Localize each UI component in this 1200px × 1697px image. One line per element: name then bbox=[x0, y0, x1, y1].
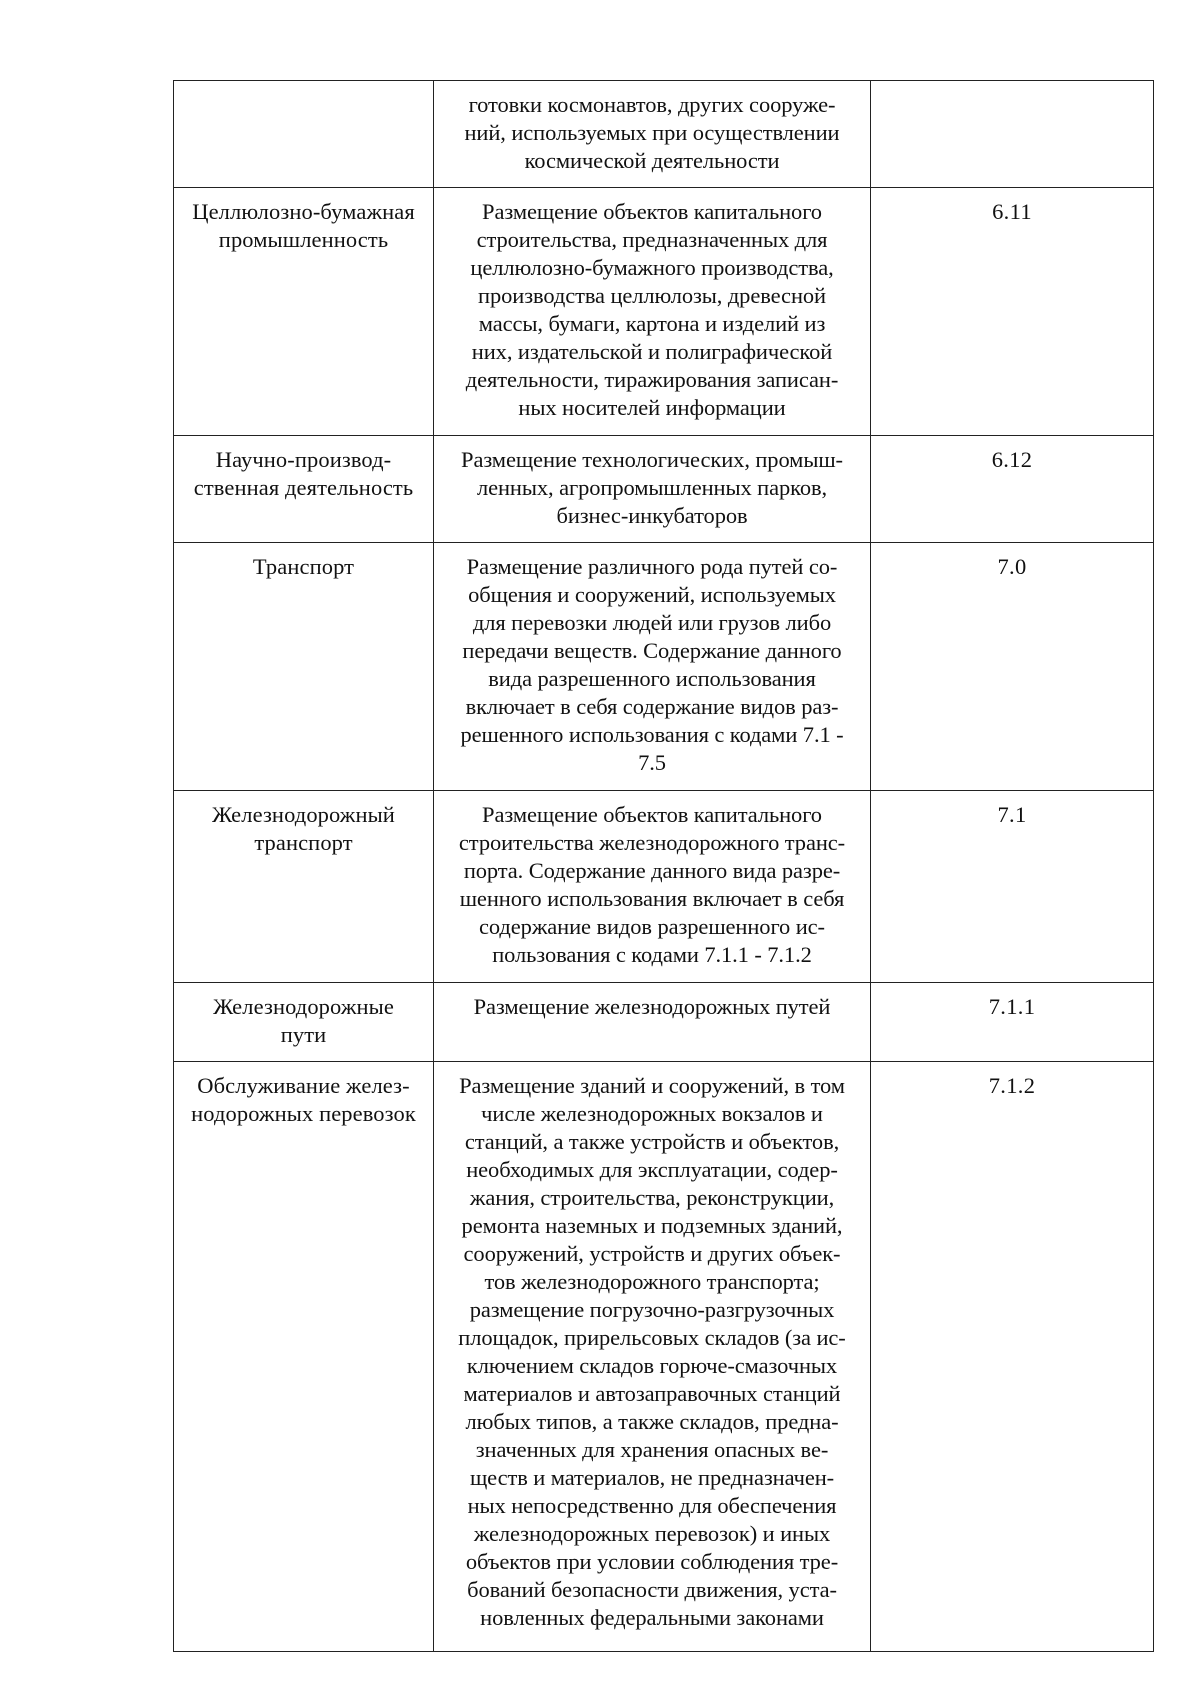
land-use-code: 7.0 bbox=[997, 554, 1027, 579]
land-use-description-line: вида разрешенного использования bbox=[488, 666, 816, 691]
land-use-code: 7.1.1 bbox=[988, 994, 1036, 1019]
table-row bbox=[174, 436, 1154, 543]
land-use-description-cell bbox=[434, 791, 871, 983]
land-use-code: 6.12 bbox=[991, 447, 1033, 472]
land-use-name-line: ственная деятельность bbox=[193, 475, 414, 500]
land-use-name-line: транспорт bbox=[254, 830, 353, 855]
land-use-description-line: значенных для хранения опасных ве- bbox=[475, 1437, 829, 1462]
table-row bbox=[174, 188, 1154, 436]
land-use-name-cell bbox=[174, 1062, 434, 1652]
land-use-description-line: строительства, предназначенных для bbox=[476, 227, 828, 252]
land-use-description-line: жания, строительства, реконструкции, bbox=[469, 1185, 835, 1210]
land-use-description-line: включает в себя содержание видов раз- bbox=[465, 694, 839, 719]
table-row bbox=[174, 983, 1154, 1062]
land-use-description-line: деятельности, тиражирования записан- bbox=[465, 367, 839, 392]
land-use-name-cell bbox=[174, 188, 434, 436]
land-use-name-cell bbox=[174, 81, 434, 188]
land-use-description-line: ремонта наземных и подземных зданий, bbox=[461, 1213, 843, 1238]
land-use-description-line: 7.5 bbox=[638, 750, 666, 775]
land-use-description-line: передачи веществ. Содержание данного bbox=[462, 638, 842, 663]
land-use-code-cell bbox=[871, 791, 1154, 983]
land-use-description-line: решенного использования с кодами 7.1 - bbox=[460, 722, 844, 747]
land-use-code-cell bbox=[871, 983, 1154, 1062]
table-row bbox=[174, 1062, 1154, 1652]
land-use-name-line: Железнодорожные bbox=[213, 994, 394, 1019]
land-use-description-line: Размещение объектов капитального bbox=[482, 802, 822, 827]
land-use-description-cell bbox=[434, 81, 871, 188]
land-use-description-line: ществ и материалов, не предназначен- bbox=[469, 1465, 835, 1490]
land-use-description-line: шенного использования включает в себя bbox=[459, 886, 845, 911]
land-use-description-line: Размещение технологических, промыш- bbox=[461, 447, 843, 472]
land-use-description-line: строительства железнодорожного транс- bbox=[458, 830, 846, 855]
land-use-description-line: готовки космонавтов, других сооруже- bbox=[468, 92, 836, 117]
land-use-description-line: ных непосредственно для обеспечения bbox=[467, 1493, 837, 1518]
land-use-code: 6.11 bbox=[992, 199, 1032, 224]
land-use-name-cell bbox=[174, 436, 434, 543]
land-use-description-cell bbox=[434, 188, 871, 436]
land-use-description-cell bbox=[434, 983, 871, 1062]
land-use-description-line: Размещение объектов капитального bbox=[482, 199, 822, 224]
land-use-name-line: Научно-производ- bbox=[215, 447, 392, 472]
land-use-description-line: Размещение железнодорожных путей bbox=[473, 994, 831, 1019]
land-use-code-cell bbox=[871, 188, 1154, 436]
land-use-description-line: бований безопасности движения, уста- bbox=[467, 1577, 837, 1602]
land-use-description-line: ний, используемых при осуществлении bbox=[464, 120, 840, 145]
land-use-description-line: любых типов, а также складов, предна- bbox=[465, 1409, 839, 1434]
land-use-description-line: них, издательской и полиграфической bbox=[471, 339, 833, 364]
land-use-code-cell bbox=[871, 81, 1154, 188]
land-use-description-line: для перевозки людей или грузов либо bbox=[472, 610, 832, 635]
land-use-description-line: ленных, агропромышленных парков, bbox=[476, 475, 828, 500]
land-use-description-line: ключением складов горюче-смазочных bbox=[466, 1353, 838, 1378]
land-use-description-line: целлюлозно-бумажного производства, bbox=[470, 255, 834, 280]
land-use-code: 7.1.2 bbox=[988, 1073, 1036, 1098]
land-use-name-line: нодорожных перевозок bbox=[191, 1101, 416, 1126]
land-use-description-cell bbox=[434, 436, 871, 543]
land-use-description-line: производства целлюлозы, древесной bbox=[478, 283, 826, 308]
land-use-name-cell bbox=[174, 983, 434, 1062]
land-use-description-line: числе железнодорожных вокзалов и bbox=[481, 1101, 823, 1126]
land-use-description-line: содержание видов разрешенного ис- bbox=[479, 914, 825, 939]
land-use-description-line: сооружений, устройств и других объек- bbox=[463, 1241, 841, 1266]
land-use-description-cell bbox=[434, 1062, 871, 1652]
land-use-table bbox=[173, 80, 1154, 1652]
land-use-description-line: космической деятельности bbox=[524, 148, 780, 173]
land-use-description-line: размещение погрузочно-разгрузочных bbox=[469, 1297, 835, 1322]
land-use-description-line: материалов и автозаправочных станций bbox=[463, 1381, 841, 1406]
land-use-name-line: Обслуживание желез- bbox=[197, 1073, 410, 1098]
land-use-code: 7.1 bbox=[997, 802, 1027, 827]
table-row bbox=[174, 81, 1154, 188]
land-use-name-line: пути bbox=[280, 1022, 327, 1047]
land-use-description-line: ных носителей информации bbox=[518, 395, 786, 420]
land-use-description-line: станций, а также устройств и объектов, bbox=[464, 1129, 840, 1154]
land-use-description-line: порта. Содержание данного вида разре- bbox=[463, 858, 841, 883]
land-use-description-line: объектов при условии соблюдения тре- bbox=[465, 1549, 839, 1574]
land-use-description-line: необходимых для эксплуатации, содер- bbox=[466, 1157, 838, 1182]
land-use-description-line: пользования с кодами 7.1.1 - 7.1.2 bbox=[492, 942, 812, 967]
land-use-name-line: промышленность bbox=[218, 227, 389, 252]
land-use-description-line: железнодорожных перевозок) и иных bbox=[473, 1521, 831, 1546]
land-use-description-line: Размещение зданий и сооружений, в том bbox=[459, 1073, 845, 1098]
land-use-code-cell bbox=[871, 1062, 1154, 1652]
land-use-name-cell bbox=[174, 791, 434, 983]
table-row bbox=[174, 543, 1154, 791]
land-use-name-line: Железнодорожный bbox=[212, 802, 395, 827]
land-use-description-line: площадок, прирельсовых складов (за ис- bbox=[458, 1325, 846, 1350]
land-use-code-cell bbox=[871, 543, 1154, 791]
land-use-description-cell bbox=[434, 543, 871, 791]
table-body bbox=[174, 81, 1154, 1652]
land-use-description-line: тов железнодорожного транспорта; bbox=[484, 1269, 820, 1294]
land-use-name-line: Целлюлозно-бумажная bbox=[192, 199, 415, 224]
land-use-description-line: Размещение различного рода путей со- bbox=[466, 554, 838, 579]
table-row bbox=[174, 791, 1154, 983]
land-use-code-cell bbox=[871, 436, 1154, 543]
land-use-description-line: общения и сооружений, используемых bbox=[468, 582, 836, 607]
land-use-description-line: массы, бумаги, картона и изделий из bbox=[478, 311, 826, 336]
land-use-description-line: новленных федеральными законами bbox=[480, 1605, 824, 1630]
land-use-name-line: Транспорт bbox=[252, 554, 355, 579]
land-use-description-line: бизнес-инкубаторов bbox=[556, 503, 748, 528]
land-use-name-cell bbox=[174, 543, 434, 791]
